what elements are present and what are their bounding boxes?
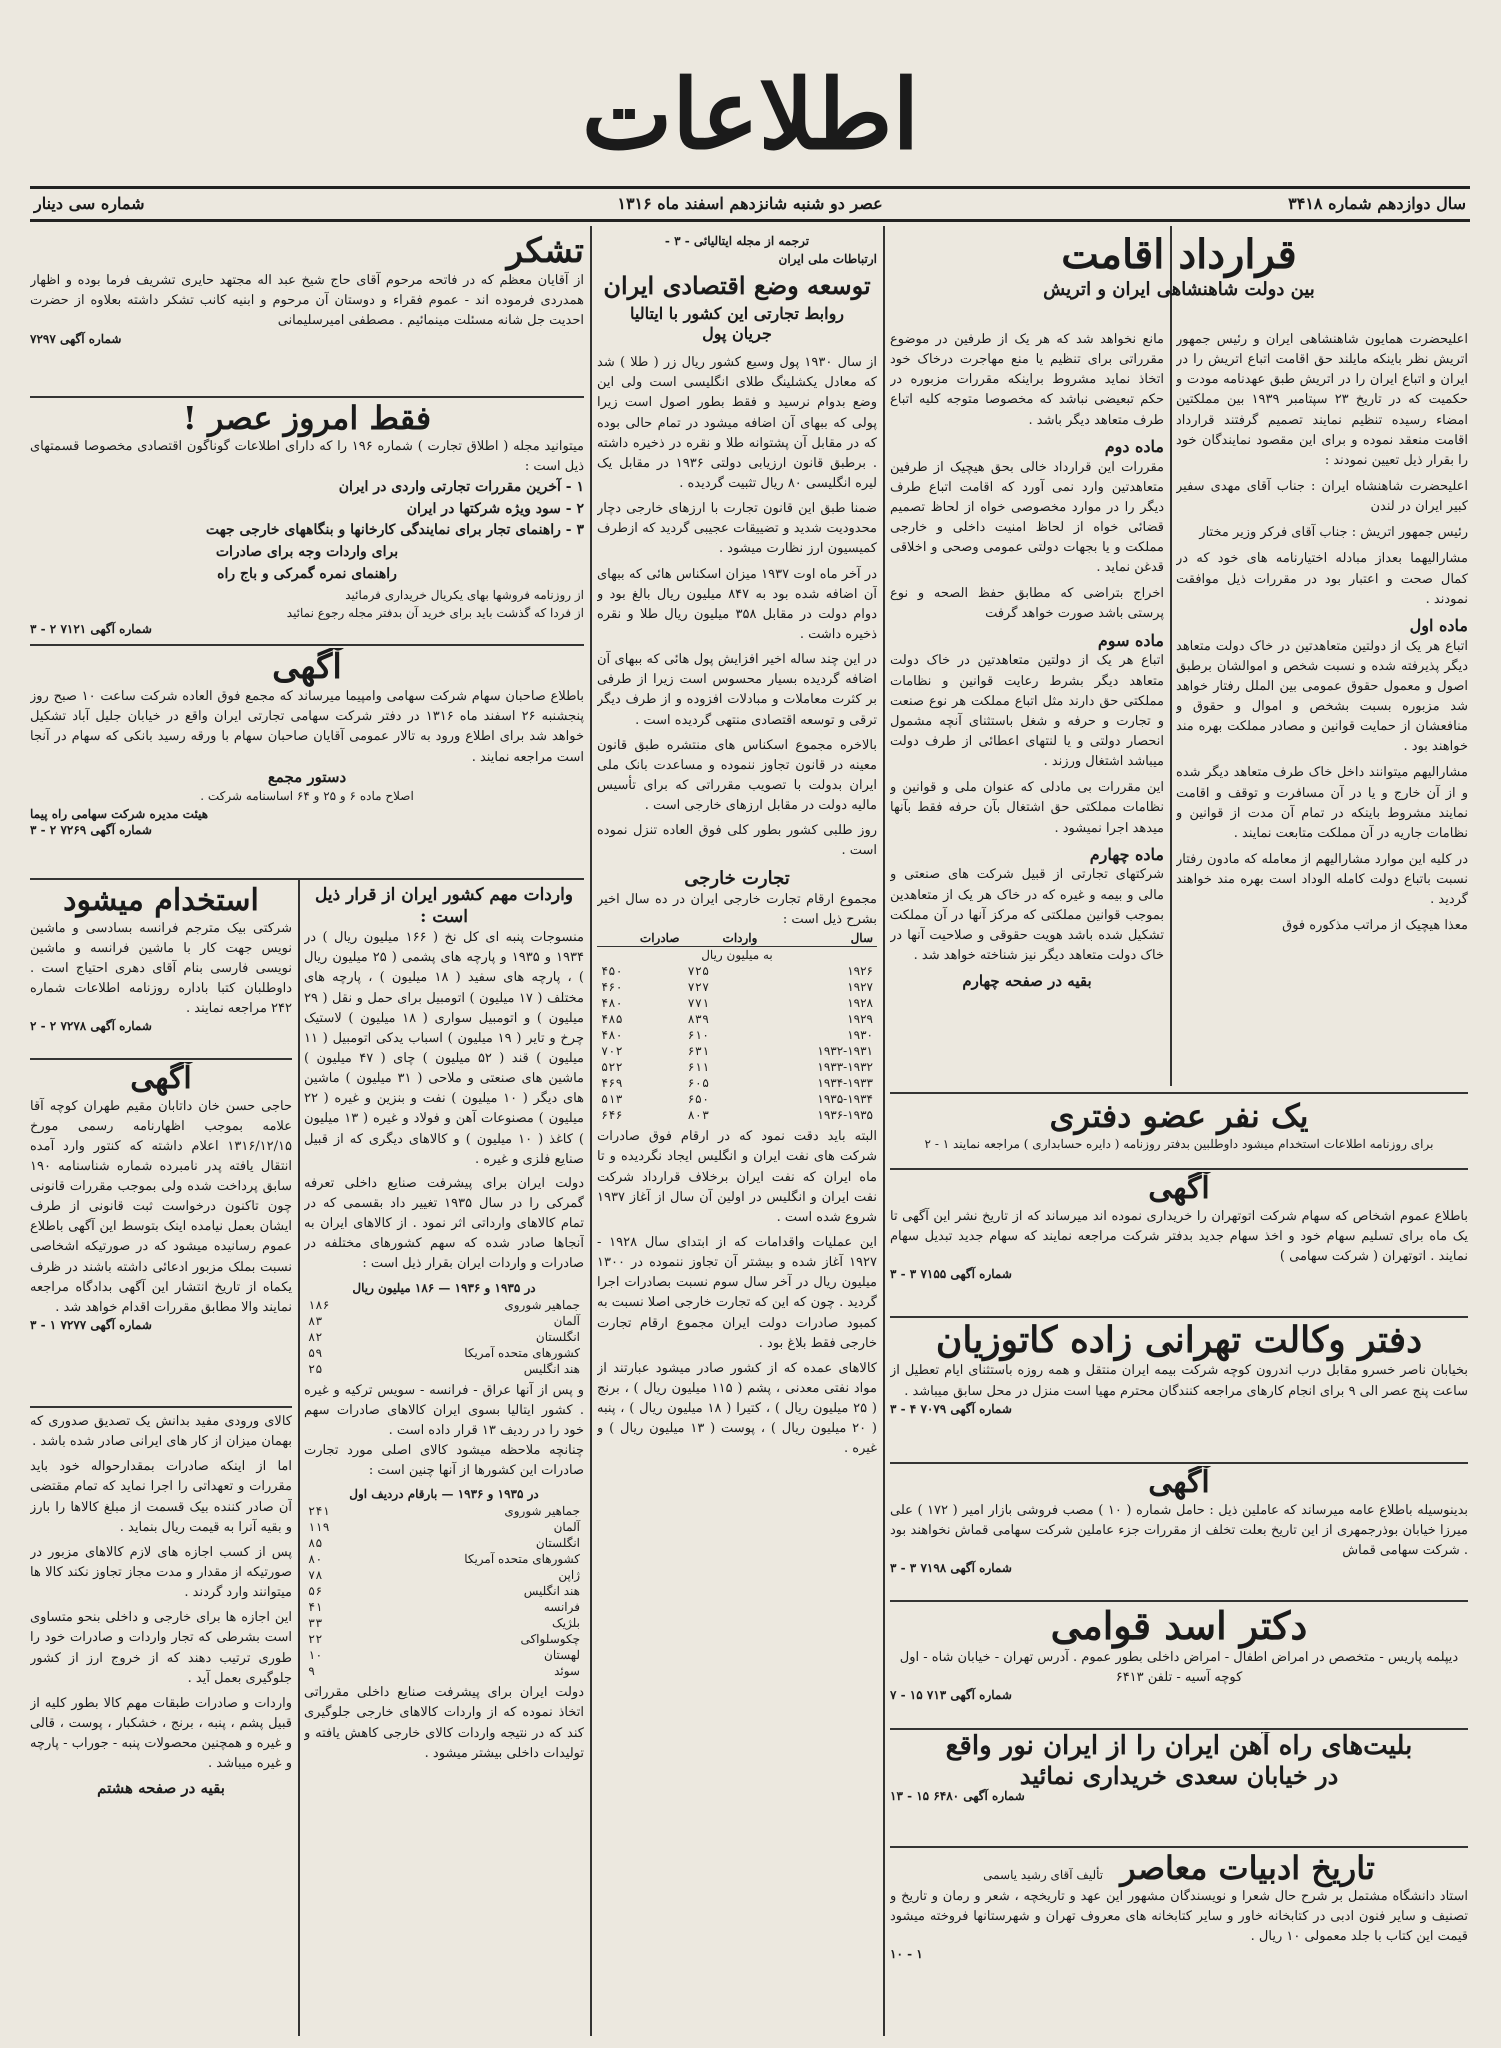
agenda-line: اصلاح ماده ۶ و ۲۵ و ۶۴ اساسنامه شرکت . — [200, 789, 414, 804]
magazine-item: ۳ - راهنمای تجار برای نمایندگی کارخانها و بنگاههای خارجی جهت — [205, 522, 584, 539]
ad-ref: شماره آگهی ۷۱۹۸ ۳ - ۳ — [890, 1560, 1012, 1575]
magazine-ad-intro: میتوانید مجله ( اطلاق تجارت ) شماره ۱۹۶ را که دارای اطلاعات گوناگون اقتصادی مخصوصا قسمتهای ذیل است : — [30, 438, 584, 474]
section-rule — [890, 1728, 1468, 1730]
section-rule — [30, 878, 584, 880]
dateline-price: شماره سی دینار — [34, 194, 145, 213]
table-cell: هند انگلیس — [523, 1361, 580, 1376]
ad-ref: شماره آگهی ۷۲۹۷ — [30, 331, 122, 346]
clerk-ad-text: برای روزنامه اطلاعات استخدام میشود داوطلبین بدفتر روزنامه ( دایره حسابداری ) مراجعه نمایند ۱ - ۲ — [924, 1136, 1434, 1151]
table-row — [304, 1313, 584, 1329]
table-row — [597, 1043, 877, 1059]
imports-continued — [30, 1412, 292, 2032]
magazine-foot: از روزنامه فروشها بهای یکریال خریداری فرمائید — [345, 587, 584, 602]
table-cell: هند انگلیس — [523, 1584, 580, 1599]
article-para: کالای ورودی مفید بدانش یک تصدیق صدوری که بهمان میزان از کار های ایرانی صادر شده باشد . — [30, 1414, 292, 1450]
table-cell: ۱۹۳۳-۱۹۳۲ — [817, 1060, 873, 1075]
masthead — [0, 60, 1501, 170]
table-cell: ۱۹۳۴-۱۹۳۳ — [817, 1076, 873, 1091]
book-author: تألیف آقای رشید یاسمی — [983, 1868, 1104, 1882]
table-row — [597, 1091, 877, 1107]
table-cell: ۶۰۵ — [687, 1076, 710, 1091]
employment-ad — [30, 884, 292, 1054]
table-cell: ۶۳۱ — [687, 1044, 710, 1059]
table-row — [304, 1583, 584, 1599]
article-headline: توسعه وضع اقتصادی ایران — [603, 271, 871, 300]
table-row — [304, 1599, 584, 1615]
table-cell: ۶۴۶ — [601, 1108, 623, 1123]
table-cell: ۱۹۲۹ — [847, 1012, 873, 1027]
table-cell: ۱۰ — [308, 1648, 323, 1663]
table-cell: انگلستان — [535, 1329, 580, 1344]
table-cell: ۷۰۲ — [601, 1044, 623, 1059]
table-cell: ۴۱ — [308, 1600, 323, 1615]
table-cell: ۱۹۲۷ — [847, 980, 873, 995]
table-row — [304, 1329, 584, 1345]
imports-title: واردات مهم کشور ایران از قرار ذیل است : — [314, 885, 574, 928]
employment-title: استخدام میشود — [63, 884, 259, 918]
treaty-para: مانع نخواهد شد که هر یک از طرفین در موضوع مقرراتی برای تنظیم یا منع مهاجرت درخاک خود اتخاذ نماید مشروط براینکه مقررات مزبوره در حکم تبعیضی نباشد که مخصوصا متوجه کلیه اتباع طرف متعاهد دیگر باشد . — [890, 332, 1164, 428]
trade-table-header: صادرات — [597, 930, 684, 947]
section-rule — [890, 1168, 1468, 1170]
trade-table-header: واردات — [684, 930, 762, 947]
section-rule — [30, 1406, 292, 1408]
column-rule — [590, 226, 592, 2036]
table-cell: ۵۹ — [308, 1345, 323, 1360]
article-heading: ماده اول — [1409, 615, 1468, 635]
article-heading: ماده چهارم — [1089, 844, 1164, 864]
table-row — [304, 1631, 584, 1647]
table-cell: ۱۸۶ — [308, 1297, 330, 1312]
table-cell: ۴۸۵ — [601, 1012, 623, 1027]
article-heading: ماده دوم — [1104, 436, 1164, 456]
article-para: در این چند ساله اخیر افزایش پول هائی که ببهای آن اضافه گردیده بسیار محسوس است زیرا از طرفی بر کثرت معاملات و مبادلات افزوده و از طرف دیگر ترقی و توسعه اقتصادی منتهی گردیده است . — [597, 652, 877, 728]
table-cell: ۷۲۷ — [687, 980, 710, 995]
table-cell: ۱۹۲۶ — [847, 964, 873, 979]
table-row — [304, 1503, 584, 1519]
table-cell: فرانسه — [543, 1600, 580, 1615]
table-row — [597, 1027, 877, 1043]
treaty-headline: قرارداد اقامت — [1061, 232, 1297, 278]
table-cell: ۴۸۰ — [601, 1028, 623, 1043]
article-para: واردات و صادرات طبقات مهم کالا بطور کلیه از قبیل پشم ، پنبه ، برنج ، خشکبار ، پوست ، قالی و غیره و همچنین محصولات پنبه - جوراب - پارچه و غیره میباشد . — [30, 1695, 292, 1772]
treaty-para: اعلیحضرت شاهنشاه ایران : جناب آقای مهدی سفیر کبیر ایران در لندن — [1176, 478, 1468, 515]
treaty-para: اخراج بتراضی که مطابق حفظ الصحه و نوع پرستی باشد صورت خواهد گرفت — [890, 586, 1164, 622]
table-cell: ۶۱۱ — [687, 1060, 710, 1075]
imports-para: دولت ایران برای پیشرفت صنایع داخلی مقرراتی اتخاذ نموده که از واردات کالاهای خارجی جلوگیری کند که در نتیجه واردات کالای خارجی کاهش یافته و تولیدات داخلی بیشتر میشود . — [304, 1685, 584, 1761]
clerk-ad — [890, 1098, 1468, 1164]
magazine-foot: از فردا که گذشت باید برای خرید آن بدفتر مجله رجوع نمائید — [286, 605, 584, 620]
article-para: البته باید دقت نمود که در ارقام فوق صادرات شرکت های نفت ایران و انگلیس ایجاد نگردیده و تا ماه ایران که نفت ایران برخلاف قرارداد شرکت نفت ایران و انگلیس در اولین آن سال از آغاز ۱۹۳۷ شروع شده است . — [597, 1129, 877, 1225]
table-cell: آلمان — [553, 1313, 580, 1328]
treaty-para: شرکتهای تجارتی از قبیل شرکت های صنعتی و مالی و بیمه و غیره که در خاک هر یک از متعاهدین بموجب قوانین مملکتی که مرکز آنها در آن مملکت تشکیل شده باشد هویت حقوقی و صلاحیت آنها در خاک دولت متعاهد دیگر نیز شناخته خواهد شد . — [890, 867, 1164, 964]
treaty-para: اتباع هر یک از دولتین متعاهدتین در خاک دولت متعاهد دیگر پذیرفته شده و نسبت شخص و اموالشان برطبق اصول و معمول حقوق عمومی بین الملل رفتار خواهد شد مزبوره بسبت بشخص و اموال و حقوق و منافعشان از حمایت قوانین و مصادر مملکت بهره مند خواهند بود . — [1176, 638, 1468, 755]
article-kicker: ترجمه از مجله ایتالیائی - ۳ - — [664, 234, 810, 248]
article-subhead: روابط تجارتی این کشور با ایتالیا — [629, 303, 845, 323]
treaty-para: رئیس جمهور اتریش : جناب آقای فرکر وزیر مختار — [1199, 525, 1468, 541]
registration-notice — [30, 1062, 292, 1402]
treaty-para: این مقررات بی مادلی که عنوان ملی و قوانین و نظامات مملکتی حق اشتغال بآن حرفه فقط بآنها میدهد اجرا نمیشود . — [890, 780, 1164, 836]
table-cell: کشورهای متحده آمریکا — [464, 1345, 580, 1360]
treaty-para: مقررات این قرارداد خالی بحق هیچیک از طرفین متعاهدتین وارد نمی آورد که اقامت اتباع طرف دیگر را در موارد مخصوصی خواه از لحاظ تصمیم قضائی خواه از لحاظ امنیت داخلی و خارجی مملکت و یا بجهات دولتی عمومی وصحی و اخلاقی قدغن نماید . — [890, 459, 1164, 576]
imports-table-unit: بارقام دردیف اول — [349, 1487, 438, 1502]
article-kicker-2: ارتباطات ملی ایران — [778, 252, 877, 266]
treaty-column-a — [1176, 330, 1468, 1090]
treaty-column-b — [890, 330, 1164, 1086]
magazine-ad — [30, 400, 584, 640]
table-row — [597, 1059, 877, 1075]
ad-ref: ۱ - ۱۰ — [890, 1947, 923, 1962]
imports-table-title: در ۱۹۳۵ و ۱۹۳۶ — [454, 1280, 536, 1295]
table-cell: ۵۶ — [308, 1584, 323, 1599]
shareholders-notice — [30, 648, 584, 874]
table-cell: ۸۵ — [308, 1536, 323, 1551]
imports-article: واردات مهم کشور ایران از قرار ذیل است : منسوجات پنبه ای کل نخ ( ۱۶۶ میلیون ریال ) در ۱۹۳۴ و ۱۹۳۵ و پارچه های پشمی ( ۲۵ میلیون ریال ) ، پارچه های سفید ( ۱۸ میلیون ) ، پارچه های مختلف ( ۱۷ میلیون ) اتومبیل برای حمل و نقل ( ۲۹ میلیون ) و اتومبیل سواری ( ۱۸ میلیون ) لاستیک چرخ و تایر ( ۱۹ میلیون ) اسباب یدکی اتومبیل ( ۱۱ میلیون ) قند ( ۵۲ میلیون ) چای ( ۴۷ میلیون ) ماشین های صنعتی و ملاحی ( ۳۱ میلیون ) ماشین های دیگر ( ۱۰ میلیون ) نفت و بنزین و غیره ( ۲۲ میلیون ) مصنوعات آهن و فولاد و غیره ( ۱۳ میلیون ) کاغذ ( ۱۰ میلیون ) و کالاهای دیگری که از قبیل صنایع فلزی و غیره . دولت ایران برای پیشرفت صنایع داخلی تعرفه گمرکی را در سال ۱۹۳۵ تغییر داد بقسمی که در تمام کالاهای وارداتی اثر نمود . از کالاهای ایران به آنجاها صادر شده که سهم کشورهای مختلفه در صادرات و واردات ایران بقرار ذیل است : در ۱۹۳۵ و ۱۹۳۶ — ۱۸۶ میلیون ریال جماهیر شوروی ۱۸۶ آلمان ۸۳ انگلستان ۸۲ کشورهای متحده آمریکا ۵۹ هند انگلیس ۲۵ و پس از آنها عراق - فرانسه - سویس ترکیه و غیره . کشور ایتالیا بسوی ایران کالاهای صادرات سهم خود را در ردیف ۱۳ قرار داده است . چنانچه ملاحظه میشود کالای اصلی مورد تجارت صادرات این کشورها از آنها چنین است : در ۱۹۳۵ و ۱۹۳۶ — بارقام دردیف اول جماهیر شوروی ۲۴۱ آلمان ۱۱۹ انگلستان ۸۵ کشورهای متحده آمریکا ۸۰ ژاپن ۷۸ هند انگلیس ۵۶ فرانسه ۴۱ بلژیک ۳۳ چکوسلواکی ۲۲ لهستان ۱۰ سوئد ۹ دولت ایران برای پیشرفت صنایع داخلی مقرراتی اتخاذ نموده که از واردات کالاهای خارجی جلوگیری کند که در نتیجه واردات کالای خارجی کاهش یافته و تولیدات داخلی بیشتر میشود . — [304, 884, 584, 2034]
table-cell: ۱۹۳۲-۱۹۳۱ — [817, 1044, 873, 1059]
article-para: کالاهای عمده که از کشور صادر میشود عبارتند از مواد نفتی معدنی ، پشم ( ۱۱۵ میلیون ریال ) ، برنج ( ۲۵ میلیون ریال ) ، کتیرا ( ۱۸ میلیون ریال ) ، پنبه ( ۲۰ میلیون ریال ) ، پوست ( ۱۳ میلیون ریال ) و غیره . — [597, 1360, 877, 1457]
table-cell: ۷۲۵ — [687, 964, 710, 979]
magazine-item: ۱ - آخرین مقررات تجارتی واردی در ایران — [338, 479, 584, 496]
table-cell: بلژیک — [551, 1616, 580, 1631]
article-para: پس از کسب اجازه های لازم کالاهای مزبور در صورتیکه از مقدار و مدت مجاز تجاوز نکند کالا ها میتوانند وارد گردند . — [30, 1544, 292, 1601]
table-cell: سوئد — [554, 1664, 580, 1679]
table-cell: ۵۱۳ — [601, 1092, 623, 1107]
table-row — [597, 1107, 877, 1123]
ad-ref: شماره آگهی ۶۴۸۰ ۱۵ - ۱۳ — [890, 1789, 1025, 1804]
table-cell: ژاپن — [558, 1568, 580, 1583]
table-cell: ۸۰ — [308, 1552, 323, 1567]
thanks-notice — [30, 232, 584, 392]
table-cell: ۱۹۳۰ — [847, 1028, 873, 1043]
column-rule — [883, 226, 885, 2036]
table-cell: ۸۳ — [308, 1313, 323, 1328]
section-rule — [30, 396, 584, 398]
ad-ref: شماره آگهی ۷۱۵۵ ۳ - ۳ — [890, 1266, 1012, 1281]
section-rule — [890, 1846, 1468, 1848]
table-row — [304, 1535, 584, 1551]
table-cell: ۷۷۱ — [687, 996, 710, 1011]
trade-intro: مجموع ارقام تجارت خارجی ایران در ده سال اخیر بشرح ذیل است : — [597, 891, 877, 928]
table-cell: ۴۶۰ — [601, 980, 623, 995]
column-rule — [1170, 226, 1172, 1086]
treaty-para: اعلیحضرت همایون شاهنشاهی ایران و رئیس جمهور اتریش نظر باینکه مایلند حق اقامت اتباع اتریش را در ایران و اتباع ایران را در اتریش طبق عهدنامه مودت و حکمیت که در تاریخ ۲۳ سپتامبر ۱۹۳۹ بین مملکتین امضاء رسیده تنظیم نمایند تصمیم گرفتند قرارداد اقامت منعقد نموده و برای این مقصود نمایندگان خود را بقرار ذیل تعیین نمودند : — [1176, 332, 1468, 468]
table-row — [597, 1011, 877, 1027]
trade-table-header: سال — [761, 930, 877, 947]
table-row — [304, 1647, 584, 1663]
notice-title: آگهی — [272, 648, 342, 687]
table-cell: لهستان — [544, 1648, 580, 1663]
clerk-ad-title: یک نفر عضو دفتری — [1049, 1098, 1309, 1135]
table-cell: ۱۹۳۵-۱۹۳۴ — [817, 1092, 873, 1107]
continued-note: بقیه در صفحه چهارم — [962, 972, 1092, 991]
table-row — [597, 963, 877, 979]
book-title: تاریخ ادبیات معاصر — [1120, 1850, 1375, 1887]
imports-table-unit: ۱۸۶ میلیون ریال — [352, 1280, 435, 1295]
treaty-para: اتباع هر یک از دولتین متعاهدتین در خاک دولت متعاهد دیگر بشرط رعایت قوانین و نظامات مملکتی حق دارند مثل اتباع مملکت هر نوع صنعت و تجارت و حرفه و شغل باستثنای آنچه مشمول انحصار دولتی و یا لنتهای اعطائی از طرف دولت میباشد اشتغال ورزند . — [890, 653, 1164, 770]
ad-ref: شماره آگهی ۷۱۳ ۱۵ - ۷ — [890, 1687, 1012, 1702]
treaty-para: معذا هیچیک از مراتب مذکوره فوق — [1282, 918, 1468, 934]
notice-title: آگهی — [130, 1062, 192, 1096]
thanks-text: از آقایان معظم که در فاتحه مرحوم آقای حاج شیخ عبد اله مجتهد حایری تشریف فرما بوده و اظهار همدردی فرموده اند - عموم فقراء و دوستان آن مرحوم و ابنیه کانب تشکر داشته بعلاوه از حضرت احدیت جل شانه مسئلت مینمائیم . مصطفی امیرسلیمانی — [30, 273, 584, 329]
dateline-date: عصر دو شنبه شانزدهم اسفند ماه ۱۳۱۶ — [617, 194, 883, 213]
ad-qomash — [890, 1466, 1468, 1596]
table-row — [597, 979, 877, 995]
ad-text: بدینوسیله باطلاع عامه میرساند که عاملین ذیل : حامل شماره ( ۱۰ ) مصب فروشی بازار امیر ( ۱۷۲ ) علی میرزا خیابان بوذرجمهری از این تاریخ بعلت تخلف از مقررات جزء عاملین شرکت سهامی قماش نخواهند بود . شرکت سهامی قماش — [890, 1502, 1468, 1558]
section-rule — [30, 1058, 292, 1060]
table-cell: ۱۹۳۶-۱۹۳۵ — [817, 1108, 873, 1123]
treaty-header — [890, 232, 1468, 322]
table-cell: ۲۲ — [308, 1632, 323, 1647]
article-para: این اجازه ها برای خارجی و داخلی بنحو متساوی است بشرطی که تجار واردات و صادرات خود را طوری ترتیب دهند که از خروج ارز از کشور جلوگیری بعمل آید . — [30, 1610, 292, 1686]
imports-para: دولت ایران برای پیشرفت صنایع داخلی تعرفه گمرکی را در سال ۱۹۳۵ تغییر داد بقسمی که در تمام کالاهای وارداتی اثر نمود . از کالاهای ایران به آنجاها صادر شده که سهم کشورهای مختلفه در صادرات و واردات ایران بقرار ذیل است : — [304, 1175, 584, 1272]
countries-table-2 — [304, 1503, 584, 1679]
article-para: این عملیات واقدامات که از ابتدای سال ۱۹۲۸ - ۱۹۲۷ آغاز شده و بیشتر آن تجاوز ننموده در ۱۳۰۰ میلیون ریال در آخر سال سوم نسبت بصادرات اجرا گردید . چون که این که تجارت خارجی اصلا نسبت به کمبود صادرات دولت ایران مجموع ارقام تجارت خارجی فقط بلاغ بود . — [597, 1234, 877, 1351]
table-cell: ۸۲ — [308, 1329, 323, 1344]
notice-text: باطلاع صاحبان سهام شرکت سهامی وامپیما میرساند که مجمع فوق العاده شرکت ساعت ۱۰ صبح روز پنجشنبه ۲۶ اسفند ماه ۱۳۱۶ در دفتر شرکت سهامی تجارتی ایران واقع در خیابان جلیل آباد تشکیل خواهد شد برای اطلاع ورود به تالار عمومی آقایان صاحبان سهام با ورقه رسید بانکی که سهام در آنجا است مراجعه نمایند . — [30, 689, 584, 765]
table-row — [304, 1567, 584, 1583]
table-row — [304, 1361, 584, 1377]
table-cell: جماهیر شوروی — [504, 1297, 580, 1312]
section-rule — [890, 1316, 1468, 1318]
table-cell: ۵۲۲ — [601, 1060, 623, 1075]
law-office-title: دفتر وکالت تهرانی زاده کاتوزیان — [935, 1320, 1423, 1361]
magazine-item: ۲ - سود ویژه شرکتها در ایران — [406, 500, 584, 517]
table-row — [304, 1551, 584, 1567]
imports-table-title: در ۱۹۳۵ و ۱۹۳۶ — [457, 1487, 539, 1502]
table-cell: ۱۹۲۸ — [847, 996, 873, 1011]
book-text: استاد دانشگاه مشتمل بر شرح حال شعرا و نویسندگان مشهور این عهد و تاریخچه ، شعر و رمان و تاریخ و تصنیف و سایر فنون ادبی در کتابخانه خاور و سایر کتابخانه های معروف تهران و شهرستانها فروخته میشود قیمت این کتاب با جلد معمولی ۱۰ ریال . — [890, 1888, 1468, 1945]
column-rule — [298, 880, 300, 2036]
literature-book-ad — [890, 1850, 1468, 2030]
table-row — [304, 1519, 584, 1535]
table-cell: آلمان — [553, 1520, 580, 1535]
ad-ref: شماره آگهی ۷۱۲۱ ۲ - ۳ — [30, 621, 152, 636]
thanks-title: تشکر — [506, 232, 584, 271]
ad-title: آگهی — [1148, 1466, 1210, 1500]
magazine-ad-title: فقط امروز عصر ! — [182, 400, 432, 437]
dateline — [30, 186, 1470, 222]
article-para: از سال ۱۹۳۰ پول وسیع کشور ریال زر ( طلا ) شد که معادل یکشلینگ طلای انگلیسی است ولی این وضع بدوام نرسید و فقط بطور اصول است زیرا پولی که ببهای آن اضافه میشود در تمام حالی بوده که در مقابل آن پشتوانه طلا و نقره در ذخیره داشته . برطبق قانون ارزیابی دولتی ۱۹۳۶ در مقابل یک لیره انگلیسی ۸۰ ریال تثبیت گردیده . — [597, 355, 877, 492]
ad-ref: شماره آگهی ۷۰۷۹ ۴ - ۳ — [890, 1401, 1012, 1416]
employment-text: شرکتی بیک مترجم فرانسه بسادسی و ماشین نویس جهت کار با ماشین فرانسه و ماشین نویسی فارسی بنام آقای دهری احتیاج است . داوطلبان کتبا باداره روزنامه اطلاعات شماره ۲۴۲ مراجعه نمایند . — [30, 920, 292, 1017]
treaty-para: مشارالیهم میتوانند داخل خاک طرف متعاهد دیگر شده و از آن خارج و یا در آن مسافرت و توقف و اقامت نمایند مشروط باینکه در تمام آن مدت از قوانین و نظامات جاریه در آن مملکت متابعت نمایند . — [1176, 765, 1468, 841]
ad-title: آگهی — [1148, 1172, 1210, 1206]
railway-ticket-ad — [890, 1732, 1468, 1842]
table-row — [304, 1663, 584, 1679]
agenda-heading: دستور مجمع — [267, 767, 347, 786]
table-cell: ۲۴۱ — [308, 1504, 330, 1519]
table-cell: ۳۳ — [308, 1616, 323, 1631]
trade-table — [597, 930, 877, 1123]
magazine-item: برای واردات وجه برای صادرات — [215, 544, 399, 561]
dateline-issue: سال دوازدهم شماره ۳۴۱۸ — [1288, 194, 1466, 213]
table-row — [304, 1345, 584, 1361]
doctor-text: دیپلمه پاریس - متخصص در امراض اطفال - امراض داخلی بطور عموم . آدرس تهران - خیابان شاه - اول کوچه آسیه - تلفن ۶۴۱۳ — [899, 1649, 1459, 1685]
ad-text: باطلاع عموم اشخاص که سهام شرکت اتوتهران را خریداری نموده اند میرساند که از تاریخ نشر این آگهی تا یک ماه برای تسلیم سهام خود و اخذ سهام جدید بدفتر شرکت مراجعه نمایند که سهام جدید تبدیل سهام نمایند . اتوتهران ( شرکت سهامی ) — [890, 1208, 1468, 1264]
section-rule — [890, 1600, 1468, 1602]
article-para: ضمنا طبق این قانون تجارت با ارزهای خارجی دچار محدودیت شدید و تضییقات عجیبی گردید که ازطرف کمیسیون ارز نظارت میشود . — [597, 501, 877, 557]
notice-text: حاجی حسن خان داتابان مقیم طهران کوچه آقا علامه بموجب اظهارنامه رسمی مورخ ۱۳۱۶/۱۲/۱۵ اعلام داشته که کنتور وارد آمده انتقال یافته پدر نامبرده شماره شناسنامه ۱۹۰ سابق پرداخت شده ولی بموجب مقررات قانونی چون تاکنون درخواست ثبت قانونی از طرف ایشان بعمل نیامده اینک بتوسط این آگهی باطلاع عموم رسانیده میشود که در صورتیکه اشخاصی نسبت بملک مزبور ادعائی داشته باشند در ظرف یکماه از تاریخ انتشار این آگهی بدادگاه مراجعه نمایند والا مطابق مقررات اقدام خواهد شد . — [30, 1098, 292, 1315]
ad-autotehran — [890, 1172, 1468, 1312]
table-cell: جماهیر شوروی — [504, 1504, 580, 1519]
ad-ref: شماره آگهی ۷۲۶۹ ۲ - ۳ — [30, 823, 152, 838]
section-rule — [30, 644, 584, 646]
table-cell: ۴۵۰ — [601, 964, 623, 979]
railway-title-2: در خیابان سعدی خریداری نمائید — [1019, 1760, 1339, 1790]
ad-ref: شماره آگهی ۷۲۷۸ ۲ - ۲ — [30, 1019, 152, 1034]
railway-title: بلیت‌های راه آهن ایران را از ایران نور واقع — [945, 1732, 1413, 1761]
article-para: بالاخره مجموع اسکناس های منتشره طبق قانون معینه در قانون تجاوز ننموده و مساعدت بانک ملی ایران بدولت با تصویب مقرراتی که برای تأسیس مالیه دولت در مقابل ارزهای خارجی است . — [597, 737, 877, 814]
article-para: در آخر ماه اوت ۱۹۳۷ میزان اسکناس هائی که ببهای آن اضافه شده بود به ۸۴۷ میلیون ریال بالغ بود و دوام دولت در مقابل ۳۵۸ میلیون ریال طلا و نقره ذخیره داشت . — [597, 566, 877, 643]
article-para: اما از اینکه صادرات بمقدارحواله خود باید مقررات و تعهداتی را اجرا نماید که تمام مقتضی آن صادر کننده بیک قسمت از مبلغ کالاها را بارز و بقیه آنرا به قیمت ریال بنماید . — [30, 1459, 292, 1535]
table-row — [597, 995, 877, 1011]
article-heading: ماده سوم — [1097, 630, 1164, 650]
imports-para: و پس از آنها عراق - فرانسه - سویس ترکیه و غیره . کشور ایتالیا بسوی ایران کالاهای صادرات سهم خود را در ردیف ۱۳ قرار داده است . — [304, 1382, 584, 1438]
table-cell: ۸۰۳ — [687, 1108, 710, 1123]
continued-note: بقیه در صفحه هشتم — [97, 1779, 225, 1798]
law-office-ad — [890, 1320, 1468, 1458]
table-row — [597, 1075, 877, 1091]
masthead-title: اطلاعات — [581, 58, 920, 171]
table-row — [304, 1615, 584, 1631]
imports-para: منسوجات پنبه ای کل نخ ( ۱۶۶ میلیون ریال ) در ۱۹۳۴ و ۱۹۳۵ و پارچه های پشمی ( ۲۵ میلیون ریال ) ، پارچه های سفید ( ۱۸ میلیون ) ، پارچه های مختلف ( ۱۷ میلیون ) اتومبیل برای حمل و نقل ( ۲۹ میلیون ) و اتومبیل سواری ( ۱۸ میلیون ) لاستیک چرخ و تایر ( ۱۹ میلیون ) اسباب یدکی اتومبیل ( ۱۱ میلیون ) قند ( ۵۲ میلیون ) چای ( ۴۷ میلیون ) ماشین های صنعتی و ملاحی ( ۳۱ میلیون ) ماشین های دیگر ( ۱۰ میلیون ) نفت و بنزین و غیره ( ۲۲ میلیون ) مصنوعات آهن و فولاد و غیره ( ۱۳ میلیون ) کاغذ ( ۱۰ میلیون ) و کالاهای دیگری که از قبیل صنایع فلزی و غیره . — [304, 930, 584, 1167]
article-subhead-2: جریان پول — [702, 324, 772, 344]
table-cell: ۲۵ — [308, 1361, 323, 1376]
treaty-para: مشارالیهما بعداز مبادله اختیارنامه های خود که در کمال صحت و اعتبار بود در مقررات ذیل موافقت نمودند . — [1176, 551, 1468, 607]
table-cell: چکوسلواکی — [520, 1632, 580, 1647]
countries-table-1 — [304, 1297, 584, 1377]
doctor-ad — [890, 1604, 1468, 1724]
article-para: روز طلبی کشور بطور کلی فوق العاده تنزل نموده است . — [597, 823, 877, 859]
section-rule — [890, 1092, 1468, 1094]
table-cell: ۶۱۰ — [687, 1028, 710, 1043]
treaty-para: در کلیه این موارد مشارالیهم از معامله که مادون رفتار نسبت باتباع دولت کامله الوداد است بهره مند خواهند گردید . — [1176, 852, 1468, 908]
law-office-text: بخیابان ناصر خسرو مقابل درب اندرون کوچه شرکت بیمه ایران منتقل و همه روزه باستثنای ایام تعطیل از ساعت پنج عصر الی ۹ برای انجام کارهای مراجعه کنندگان محترم مهیا است منزل در محل سابق میباشد . — [890, 1363, 1468, 1399]
economy-article — [597, 232, 877, 2032]
table-cell: ۷۸ — [308, 1568, 323, 1583]
section-rule — [890, 1462, 1468, 1464]
imports-para: چنانچه ملاحظه میشود کالای اصلی مورد تجارت صادرات این کشورها از آنها چنین است : — [304, 1443, 584, 1479]
ad-ref: شماره آگهی ۷۲۷۷ ۱ - ۳ — [30, 1318, 152, 1333]
table-cell: ۱۱۹ — [308, 1520, 330, 1535]
treaty-subhead: بین دولت شاهنشاهی ایران و اتریش — [1043, 279, 1315, 300]
table-cell: ۴۸۰ — [601, 996, 623, 1011]
trade-heading: تجارت خارجی — [684, 867, 790, 889]
notice-signature: هیئت مدیره شرکت سهامی راه پیما — [30, 807, 209, 822]
table-cell: ۶۵۰ — [687, 1092, 710, 1107]
table-cell: ۹ — [308, 1664, 316, 1679]
table-row — [304, 1297, 584, 1313]
table-cell: کشورهای متحده آمریکا — [464, 1552, 580, 1567]
table-cell: ۴۶۹ — [601, 1076, 623, 1091]
table-cell: ۸۳۹ — [687, 1012, 710, 1027]
table-cell: انگلستان — [535, 1536, 580, 1551]
trade-table-unit: به میلیون ریال — [701, 948, 773, 963]
magazine-item: راهنمای نمره گمرکی و باج راه — [217, 565, 397, 582]
doctor-name: دکتر اسد قوامی — [1050, 1604, 1308, 1648]
